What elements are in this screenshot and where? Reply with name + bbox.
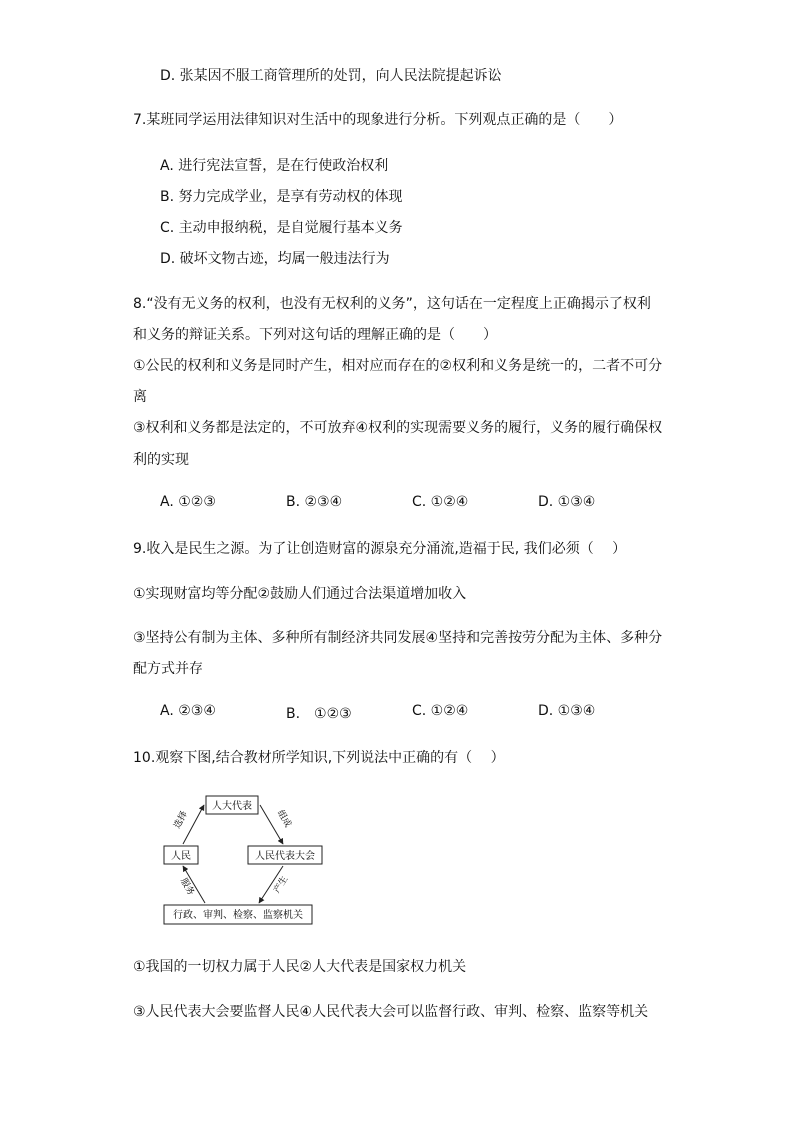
- q7-option-c: C. 主动申报纳税，是自觉履行基本义务: [160, 220, 403, 236]
- q8-stem-line2: 和义务的辩证关系。下列对这句话的理解正确的是（ ）: [133, 327, 497, 343]
- q9-statement-2-line2: 配方式并存: [133, 661, 203, 677]
- edge-elect-arrow: [183, 805, 204, 844]
- power-structure-diagram: [155, 788, 330, 933]
- node-organs-label: 行政、审判、检察、监察机关: [173, 910, 303, 921]
- q10-stem: 10.观察下图,结合教材所学知识,下列说法中正确的有（ ）: [133, 750, 505, 766]
- q8-option-a: A. ①②③: [160, 494, 216, 510]
- q8-options: [0, 494, 794, 514]
- q8-option-c: C. ①②④: [412, 494, 469, 510]
- q7-option-b: B. 努力完成学业，是享有劳动权的体现: [160, 189, 403, 205]
- edge-produce-label: 产生: [272, 874, 291, 896]
- q10-statement-1: ①我国的一切权力属于人民②人大代表是国家权力机关: [133, 959, 467, 975]
- node-deputies-label: 人大代表: [212, 801, 252, 812]
- edge-compose-label: 组成: [274, 808, 293, 830]
- q9-option-c: C. ①②④: [412, 703, 469, 719]
- q9-options: [0, 703, 794, 723]
- q7-option-d: D. 破坏文物古迹，均属一般违法行为: [160, 251, 390, 267]
- q8-stem-line1: 8.“没有无义务的权利，也没有无权利的义务”，这句话在一定程度上正确揭示了权利: [133, 296, 651, 312]
- q9-option-d: D. ①③④: [538, 703, 596, 719]
- q9-stem: 9.收入是民生之源。为了让创造财富的源泉充分涌流,造福于民, 我们必须（ ）: [133, 541, 627, 557]
- node-congress-label: 人民代表大会: [255, 851, 315, 862]
- node-congress: [248, 846, 322, 864]
- node-organs: [164, 905, 312, 924]
- q9-statement-2-line1: ③坚持公有制为主体、多种所有制经济共同发展④坚持和完善按劳分配为主体、多种分: [133, 630, 663, 646]
- q8-option-d: D. ①③④: [538, 494, 596, 510]
- node-people-label: 人民: [171, 851, 191, 862]
- q8-option-b: B. ②③④: [286, 494, 343, 510]
- q7-option-a: A. 进行宪法宣誓，是在行使政治权利: [160, 158, 389, 174]
- q9-option-a: A. ②③④: [160, 703, 216, 719]
- edge-elect-label: 选择: [172, 809, 190, 831]
- q7-stem: 7.某班同学运用法律知识对生活中的现象进行分析。下列观点正确的是（ ）: [133, 112, 623, 128]
- q8-statement-2-line2: 利的实现: [133, 452, 189, 468]
- q8-statement-1-line2: 离: [133, 389, 147, 405]
- q10-statement-2: ③人民代表大会要监督人民④人民代表大会可以监督行政、审判、检察、监察等机关: [133, 1004, 649, 1020]
- edge-serve-label: 服务: [177, 876, 196, 898]
- q8-statement-1-line1: ①公民的权利和义务是同时产生，相对应而存在的②权利和义务是统一的，二者不可分: [133, 358, 663, 374]
- q9-statement-1: ①实现财富均等分配②鼓励人们通过合法渠道增加收入: [133, 586, 467, 602]
- q9-option-b: B. ①②③: [286, 706, 352, 722]
- node-deputies: [206, 796, 258, 814]
- q8-statement-2-line1: ③权利和义务都是法定的，不可放弃④权利的实现需要义务的履行，义务的履行确保权: [133, 420, 663, 436]
- node-people: [164, 846, 198, 864]
- q6-option-d: D. 张某因不服工商管理所的处罚，向人民法院提起诉讼: [160, 68, 502, 84]
